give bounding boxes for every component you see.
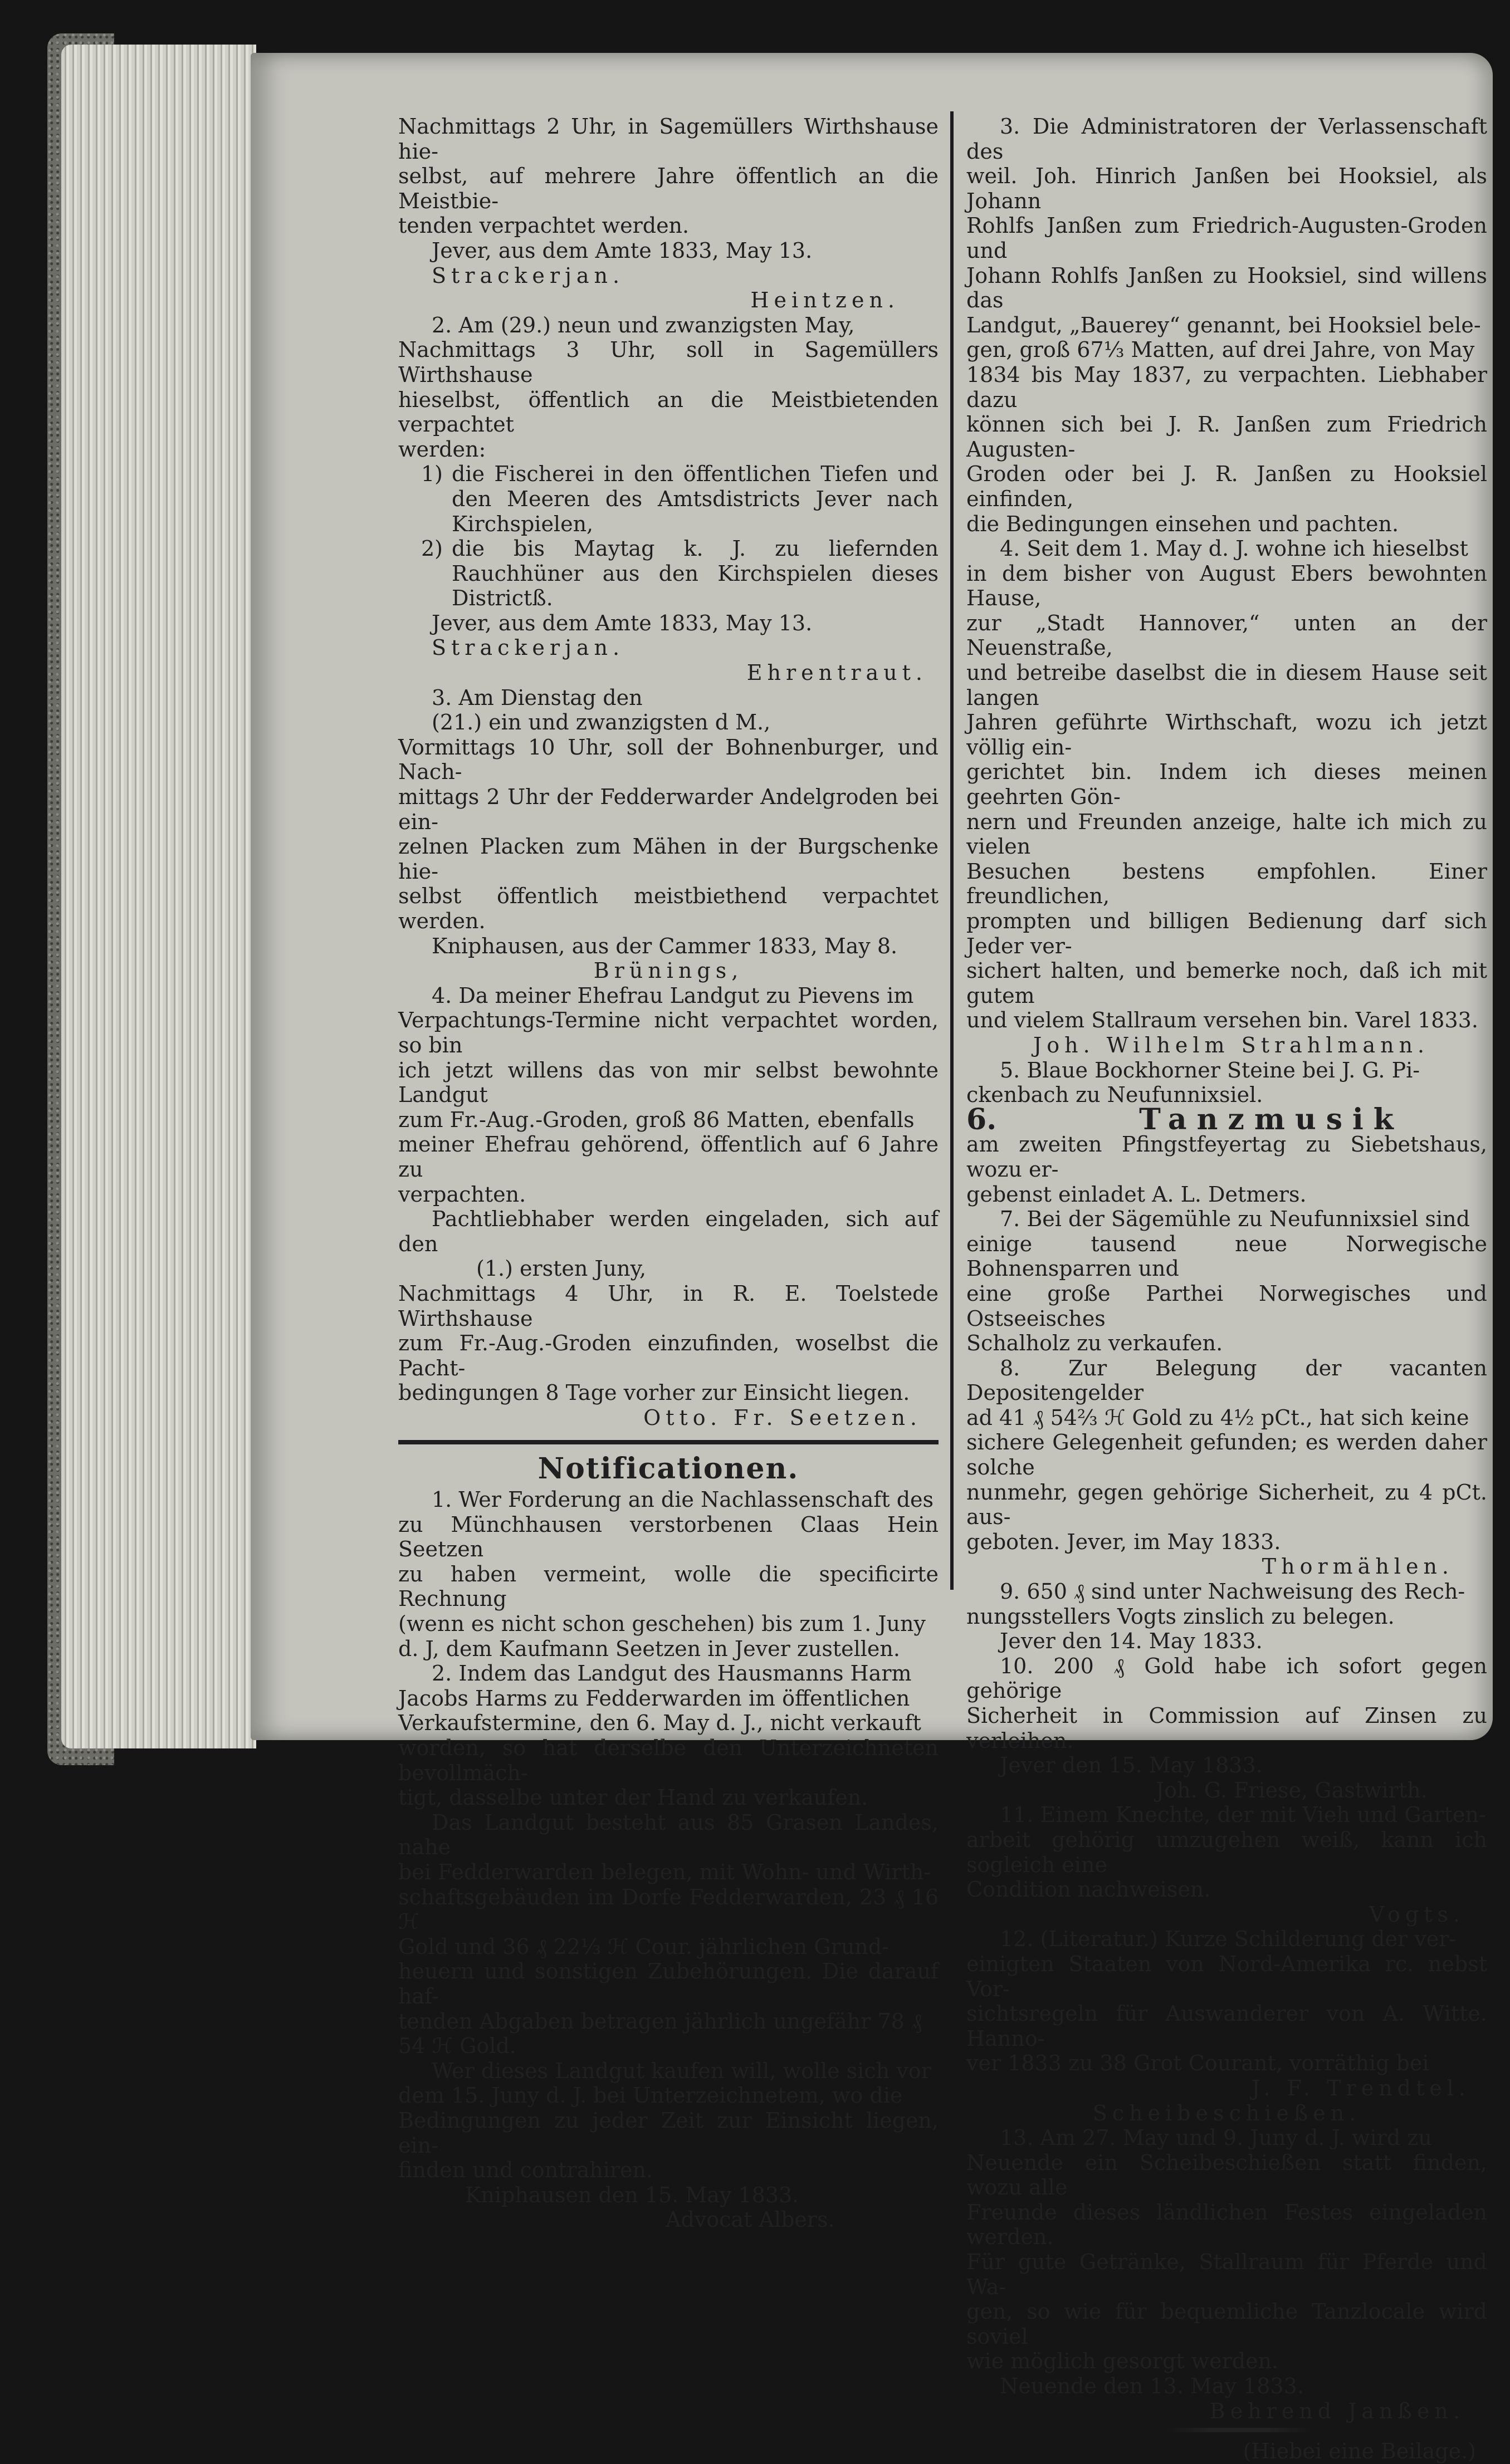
text-line: Verpachtungs-Termine nicht verpachtet worden, so bin: [398, 1008, 939, 1057]
text-line: Groden oder bei J. R. Janßen zu Hooksiel einfinden,: [966, 462, 1487, 511]
text-line: 10. 200 ₰ Gold habe ich sofort gegen gehörige: [966, 1653, 1487, 1703]
text-line: 5. Blaue Bockhorner Steine bei J. G. Pi-: [1000, 1057, 1420, 1082]
signature: J. F. Trendtel.: [1252, 2075, 1470, 2100]
text-line: 1. Wer Forderung an die Nachlassenschaft des: [432, 1487, 934, 1512]
text-line: einigten Staaten von Nord-Amerika rc. nebst Vor-: [966, 1951, 1487, 2001]
text-line: 9. 650 ₰ sind unter Nachweisung des Rech-: [1000, 1579, 1465, 1604]
text-line: Nachmittags 3 Uhr, soll in Sagemüllers Wirthshause: [398, 337, 939, 387]
text-line: in dem bisher von August Ebers bewohnten Hause,: [966, 561, 1487, 611]
text-line: finden und contrahiren.: [398, 2158, 653, 2183]
text-line: Pachtliebhaber werden eingeladen, sich auf den: [398, 1207, 939, 1256]
text-line: 3. Am Dienstag den: [432, 685, 643, 710]
text-line: bedingungen 8 Tage vorher zur Einsicht liegen.: [398, 1380, 910, 1405]
list-text: die Fischerei in den öffentlichen Tiefen und den Meeren des Amtsdistricts Jever nach Kirchspielen,: [452, 462, 939, 536]
signature: Strackerjan.: [432, 263, 625, 288]
text-line: 3. Die Administratoren der Verlassenschaft des: [966, 114, 1487, 164]
place-date: Kniphausen den 15. May 1833.: [465, 2182, 799, 2207]
signature: Thormählen.: [1262, 1554, 1454, 1579]
text-line: 7. Bei der Sägemühle zu Neufunnixsiel sind: [1000, 1207, 1470, 1232]
text-line: worden, so hat derselbe den Unterzeichneten bevollmäch-: [398, 1736, 939, 1785]
text-line: zum Fr.-Aug.-Groden, groß 86 Matten, ebenfalls: [398, 1107, 915, 1132]
section-rule: [398, 1440, 939, 1444]
book-page-edges: [61, 45, 256, 1748]
section-heading: Scheibeschießen.: [1092, 2100, 1361, 2125]
text-line: zu haben vermeint, wolle die specificirte Rechnung: [398, 1561, 939, 1611]
text-line: zu Münchhausen verstorbenen Claas Hein Seetzen: [398, 1512, 939, 1562]
text-line: prompten und billigen Bedienung darf sich Jeder ver-: [966, 909, 1487, 958]
text-line: die Bedingungen einsehen und pachten.: [966, 511, 1399, 536]
text-line: tigt, dasselbe unter der Hand zu verkaufen.: [398, 1785, 868, 1810]
tanzmusik-heading: [966, 1102, 1487, 1137]
text-line: sichere Gelegenheit gefunden; es werden daher solche: [966, 1430, 1487, 1480]
text-line: Nachmittags 2 Uhr, in Sagemüllers Wirthshause hie-: [398, 114, 939, 164]
text-line: Rohlfs Janßen zum Friedrich-Augusten-Groden und: [966, 213, 1487, 263]
place-date: Jever, aus dem Amte 1833, May 13.: [432, 610, 813, 635]
list-item: [398, 536, 939, 611]
right-column: [966, 114, 1487, 2464]
signature: Advocat Albers.: [666, 2207, 835, 2232]
list-number: 2): [421, 536, 443, 561]
signature: Vogts.: [1369, 1902, 1465, 1927]
text-line: 12. (Literatur.) Kurze Schilderung der ver-: [1000, 1927, 1457, 1952]
text-line: können sich bei J. R. Janßen zum Friedrich Augusten-: [966, 412, 1487, 462]
column-divider: [950, 111, 954, 1590]
text-line: zur „Stadt Hannover,“ unten an der Neuenstraße,: [966, 610, 1487, 660]
text-line: ich jetzt willens das von mir selbst bewohnte Landgut: [398, 1057, 939, 1108]
signature: Joh. Wilhelm Strahlmann.: [1033, 1032, 1430, 1057]
text-line: 13. Am 27. May und 9. Juny d. J. wird zu: [1000, 2125, 1432, 2151]
section-heading: Tanzmusik: [1139, 1102, 1404, 1137]
text-line: Gold und 36 ₰ 22⅓ ℋ Cour. jährlichen Grund-: [398, 1934, 889, 1959]
text-line: eine große Parthei Norwegisches und Ostseeisches: [966, 1281, 1487, 1331]
text-line: 2. Indem das Landgut des Hausmanns Harm: [432, 1661, 912, 1686]
signature: Ehrentraut.: [746, 660, 927, 685]
list-number: 1): [421, 462, 443, 487]
text-line: heuern und sonstigen Zubehörungen. Die darauf haf-: [398, 1959, 939, 2009]
text-line: werden:: [398, 437, 486, 462]
text-line: bei Fedderwarden belegen, mit Wohn- und Wirth-: [398, 1859, 931, 1884]
text-line: Bedingungen zu jeder Zeit zur Einsicht liegen, ein-: [398, 2108, 939, 2158]
text-line: Für gute Getränke, Stallraum für Pferde und Wa-: [966, 2250, 1487, 2299]
left-column: [398, 114, 939, 2232]
text-line: (21.) ein und zwanzigsten d M.,: [432, 710, 771, 735]
text-line: 1834 bis May 1837, zu verpachten. Liebhaber dazu: [966, 362, 1487, 412]
text-line: Schalholz zu verkaufen.: [966, 1331, 1223, 1356]
text-line: nunmehr, gegen gehörige Sicherheit, zu 4 pCt. aus-: [966, 1480, 1487, 1530]
text-line: Wer dieses Landgut kaufen will, wolle sich vor: [432, 2058, 931, 2083]
text-line: 2. Am (29.) neun und zwanzigsten May,: [432, 312, 855, 337]
text-line: gen, so wie für bequemliche Tanzlocale wird soviel: [966, 2299, 1487, 2349]
text-line: (wenn es nicht schon geschehen) bis zum 1. Juny: [398, 1611, 926, 1637]
text-line: Condition nachweisen.: [966, 1877, 1211, 1902]
signature: Otto. Fr. Seetzen.: [643, 1405, 922, 1430]
text-line: Sicherheit in Commission auf Zinsen zu verleihen.: [966, 1703, 1487, 1753]
text-line: mittags 2 Uhr der Fedderwarder Andelgroden bei ein-: [398, 785, 939, 834]
text-line: ckenbach zu Neufunnixsiel.: [966, 1082, 1263, 1108]
section-heading: Notificationen.: [537, 1452, 799, 1486]
flourish-ornament: [1167, 2428, 1312, 2432]
footer-note: (Hiebei eine Beilage.): [1243, 2439, 1476, 2464]
text-line: gerichtet bin. Indem ich dieses meinen geehrten Gön-: [966, 760, 1487, 810]
text-line: und vielem Stallraum versehen bin. Varel 1833.: [966, 1008, 1478, 1033]
text-line: d. J, dem Kaufmann Seetzen in Jever zustellen.: [398, 1636, 900, 1661]
text-line: Johann Rohlfs Janßen zu Hooksiel, sind willens das: [966, 263, 1487, 313]
text-line: Neuende ein Scheibeschießen statt finden, wozu alle: [966, 2150, 1487, 2200]
text-line: am zweiten Pfingstfeyertag zu Siebetshaus, wozu er-: [966, 1132, 1487, 1182]
text-line: zum Fr.-Aug.-Groden einzufinden, woselbst die Pacht-: [398, 1331, 939, 1380]
text-line: sichert halten, und bemerke noch, daß ich mit gutem: [966, 958, 1487, 1008]
text-line: geboten. Jever, im May 1833.: [966, 1529, 1281, 1554]
place-date: Kniphausen, aus der Cammer 1833, May 8.: [432, 933, 898, 958]
item-number: 6.: [966, 1102, 997, 1137]
text-line: 11. Einem Knechte, der mit Vieh und Garten-: [1000, 1802, 1486, 1828]
text-line: gen, groß 67⅓ Matten, auf drei Jahre, von May: [966, 337, 1475, 363]
text-line: gebenst einladet A. L. Detmers.: [966, 1182, 1307, 1207]
text-line: 54 ℋ Gold.: [398, 2034, 516, 2059]
list-item: [398, 462, 939, 536]
place-date: Jever den 15. May 1833.: [1000, 1753, 1263, 1778]
text-line: Verkaufstermine, den 6. May d. J., nicht verkauft: [398, 1711, 921, 1736]
text-line: Jacobs Harms zu Fedderwarden im öffentlichen: [398, 1686, 910, 1711]
text-line: Besuchen bestens empfohlen. Einer freundlichen,: [966, 859, 1487, 909]
text-line: 4. Seit dem 1. May d. J. wohne ich hieselbst: [1000, 536, 1468, 561]
text-line: ver 1833 zu 38 Grot Courant, vorräthig bei: [966, 2051, 1429, 2076]
text-line: 4. Da meiner Ehefrau Landgut zu Pievens im: [432, 983, 914, 1008]
place-date: Neuende den 13. May 1833.: [1000, 2374, 1304, 2399]
text-line: schaftsgebäuden im Dorfe Fedderwarden, 23 ₰ 16 ℋ: [398, 1884, 939, 1934]
text-line: hieselbst, öffentlich an die Meistbietenden verpachtet: [398, 387, 939, 437]
place-date: Jever, aus dem Amte 1833, May 13.: [432, 238, 813, 263]
text-line: nern und Freunden anzeige, halte ich mich zu vielen: [966, 809, 1487, 859]
text-line: sichtsregeln für Auswanderer von A. Witte. Hanno-: [966, 2001, 1487, 2051]
text-line: und betreibe daselbst die in diesem Hause seit langen: [966, 660, 1487, 710]
text-line: meiner Ehefrau gehörend, öffentlich auf 6 Jahre zu: [398, 1132, 939, 1182]
text-line: wie möglich gesorgt werden.: [966, 2349, 1279, 2374]
list-text: die bis Maytag k. J. zu liefernden Rauchhüner aus den Kirchspielen dieses Districtß.: [452, 536, 939, 611]
signature: Strackerjan.: [432, 635, 625, 660]
signature: Behrend Janßen.: [1209, 2398, 1465, 2423]
text-line: weil. Joh. Hinrich Janßen bei Hooksiel, als Johann: [966, 164, 1487, 213]
text-line: Jahren geführte Wirthschaft, wozu ich jetzt völlig ein-: [966, 710, 1487, 760]
text-line: tenden verpachtet werden.: [398, 213, 690, 238]
text-line: tenden Abgaben betragen jährlich ungefähr 78 ₰: [398, 2009, 922, 2034]
signature: Brünings,: [593, 958, 744, 983]
text-line: selbst öffentlich meistbiethend verpachtet werden.: [398, 884, 939, 933]
text-line: arbeit gehörig umzugehen weiß, kann ich sogleich eine: [966, 1827, 1487, 1877]
text-line: dem 15. Juny d. J. bei Unterzeichnetem, wo die: [398, 2083, 903, 2108]
place-date: Jever den 14. May 1833.: [1000, 1629, 1263, 1654]
text-line: verpachten.: [398, 1182, 526, 1207]
text-line: zelnen Placken zum Mähen in der Burgschenke hie-: [398, 834, 939, 884]
text-line: Freunde dieses ländlichen Festes eingeladen werden.: [966, 2200, 1487, 2250]
text-line: Das Landgut besteht aus 85 Grasen Landes, nahe: [398, 1810, 939, 1860]
text-line: (1.) ersten Juny,: [476, 1256, 647, 1281]
text-line: Landgut, „Bauerey“ genannt, bei Hooksiel bele-: [966, 312, 1481, 337]
signature: Joh. G. Friese, Gastwirth.: [1156, 1777, 1428, 1802]
text-line: Vormittags 10 Uhr, soll der Bohnenburger, und Nach-: [398, 734, 939, 785]
text-line: selbst, auf mehrere Jahre öffentlich an die Meistbie-: [398, 164, 939, 213]
signature: Heintzen.: [750, 288, 900, 313]
text-line: Nachmittags 4 Uhr, in R. E. Toelstede Wirthshause: [398, 1281, 939, 1331]
text-line: nungsstellers Vogts zinslich zu belegen.: [966, 1604, 1395, 1629]
text-line: 8. Zur Belegung der vacanten Depositengelder: [966, 1355, 1487, 1405]
text-line: einige tausend neue Norwegische Bohnensparren und: [966, 1231, 1487, 1281]
text-line: ad 41 ₰ 54⅔ ℋ Gold zu 4½ pCt., hat sich keine: [966, 1405, 1469, 1430]
